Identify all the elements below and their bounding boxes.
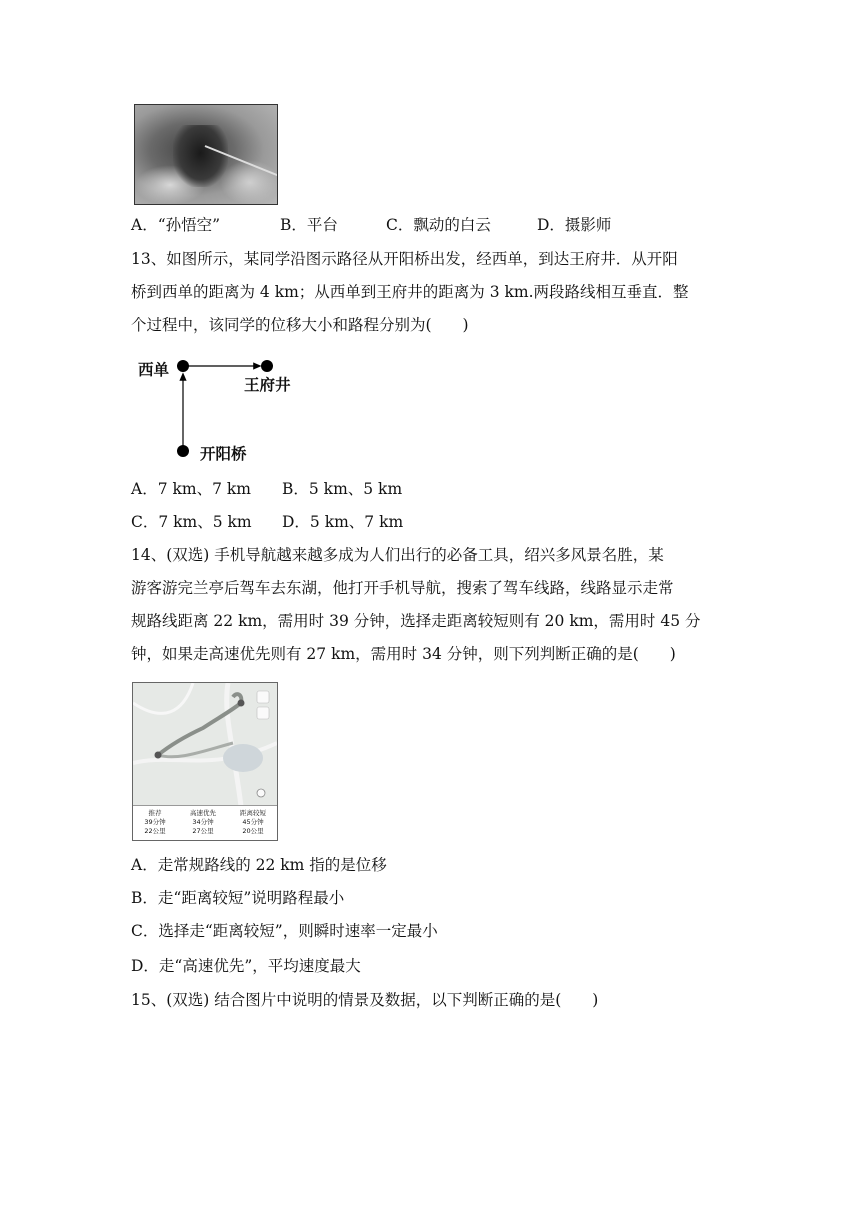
route-diagram bbox=[130, 350, 330, 470]
q12-option-c: C．飘动的白云 bbox=[386, 216, 491, 234]
figure-silhouette bbox=[173, 125, 228, 187]
route-col-highway: 高速优先 34分钟 27公里 bbox=[190, 809, 216, 835]
start-marker bbox=[155, 752, 162, 759]
q14-option-a: A．走常规路线的 22 km 指的是位移 bbox=[131, 856, 387, 874]
q13-stem-line-1: 13、如图所示，某同学沿图示路径从开阳桥出发，经西单，到达王府井．从开阳 bbox=[131, 250, 678, 268]
q14-option-d: D．走“高速优先”，平均速度最大 bbox=[131, 957, 361, 975]
wangfujing-dot bbox=[261, 360, 273, 372]
q13-option-c: C．7 km、5 km bbox=[131, 513, 252, 531]
cloud-shape bbox=[220, 160, 278, 205]
q12-option-b: B．平台 bbox=[280, 216, 338, 234]
label-wangfujing: 王府井 bbox=[244, 376, 291, 394]
q14-stem-line-3: 规路线距离 22 km，需用时 39 分钟，选择走距离较短则有 20 km，需用时 45 分 bbox=[131, 612, 701, 630]
q12-option-a: A．“孙悟空” bbox=[131, 216, 221, 234]
kaiyangqiao-dot bbox=[177, 445, 189, 457]
label-xidan: 西单 bbox=[138, 361, 170, 379]
q14-option-c: C．选择走“距离较短”，则瞬时速率一定最小 bbox=[131, 922, 438, 940]
end-marker bbox=[238, 700, 245, 707]
q13-option-b: B．5 km、5 km bbox=[282, 480, 403, 498]
map-route-svg bbox=[133, 683, 277, 806]
route-summary-table bbox=[133, 805, 277, 840]
q13-option-d: D．5 km、7 km bbox=[282, 513, 404, 531]
monkey-king-photo bbox=[134, 104, 278, 205]
route-col-shortest: 距离较短 45分钟 20公里 bbox=[240, 809, 266, 835]
xidan-dot bbox=[177, 360, 189, 372]
navigation-map bbox=[132, 682, 278, 841]
locate-icon bbox=[257, 789, 265, 797]
q14-stem-line-1: 14、(双选) 手机导航越来越多成为人们出行的必备工具，绍兴多风景名胜，某 bbox=[131, 546, 664, 564]
q13-option-a: A．7 km、7 km bbox=[131, 480, 251, 498]
q14-option-b: B．走“距离较短”说明路程最小 bbox=[131, 889, 345, 907]
q14-stem-line-4: 钟，如果走高速优先则有 27 km，需用时 34 分钟，则下列判断正确的是( ) bbox=[131, 645, 676, 663]
q13-stem-line-2: 桥到西单的距离为 4 km；从西单到王府井的距离为 3 km.两段路线相互垂直．整 bbox=[131, 283, 689, 301]
label-kaiyangqiao: 开阳桥 bbox=[200, 445, 247, 463]
route-col-recommended: 推荐 39分钟 22公里 bbox=[144, 809, 166, 835]
q15-stem-line-1: 15、(双选) 结合图片中说明的情景及数据，以下判断正确的是( ) bbox=[131, 991, 599, 1009]
q12-option-d: D．摄影师 bbox=[537, 216, 612, 234]
q13-stem-line-3: 个过程中，该同学的位移大小和路程分别为( ) bbox=[131, 316, 469, 334]
q14-stem-line-2: 游客游完兰亭后驾车去东湖，他打开手机导航，搜索了驾车线路，线路显示走常 bbox=[131, 579, 674, 597]
